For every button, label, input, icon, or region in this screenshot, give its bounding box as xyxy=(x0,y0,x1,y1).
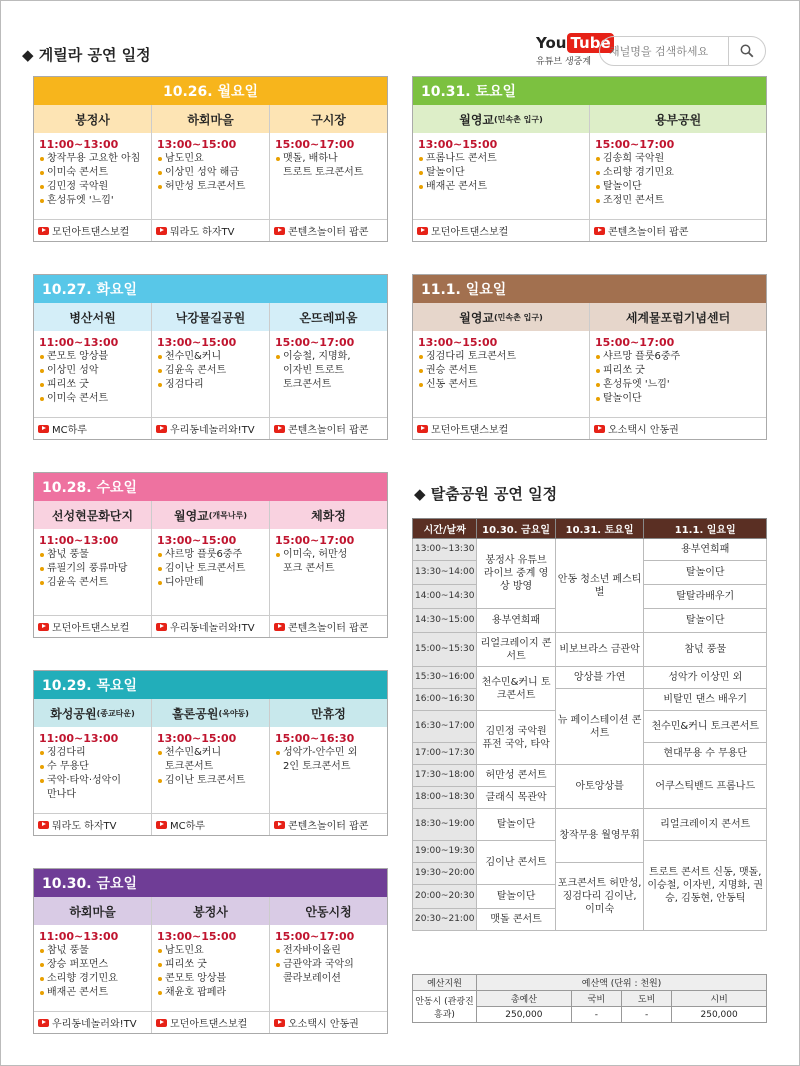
performer: 트로트 토크콘서트 xyxy=(283,167,364,178)
schedule-cell: 비탈민 댄스 배우기 xyxy=(644,689,767,711)
schedule-cell: 탈놀이단 xyxy=(644,561,767,585)
channel-link[interactable]: 모던아트댄스보컬 xyxy=(34,615,151,637)
schedule-cell: 뉴 페이스테이션 콘서트 xyxy=(555,689,644,765)
performer: 탈놀이단 xyxy=(595,392,761,406)
venue-column xyxy=(590,105,766,241)
performer: 성악가-안수민 외 xyxy=(275,746,382,760)
day-title: 10.29. 목요일 xyxy=(34,671,387,699)
performer: 피리쏘 굿 xyxy=(595,364,761,378)
performer: 콘모토 앙상블 xyxy=(157,972,264,986)
channel-link[interactable]: 모던아트댄스보컬 xyxy=(413,417,589,439)
column-header: 11.1. 일요일 xyxy=(644,519,767,539)
venue-time: 13:00~15:00 xyxy=(157,534,237,547)
time-slot: 14:30~15:00 xyxy=(413,609,477,633)
youtube-you: You xyxy=(536,34,567,52)
performer: 2인 토크콘서트 xyxy=(283,761,351,772)
channel-search xyxy=(599,36,766,66)
schedule-cell: 맷돌 콘서트 xyxy=(477,909,555,931)
performer: 흔성듀엣 '느낌' xyxy=(595,378,761,392)
time-slot: 16:30~17:00 xyxy=(413,711,477,743)
venue-name: 선성현문화단지 xyxy=(34,501,151,529)
performer: 참넋 풍물 xyxy=(39,944,146,958)
performer: 김윤옥 콘서트 xyxy=(39,576,146,590)
performer: 토크콘서트 xyxy=(165,761,214,772)
day-card-sat xyxy=(412,76,767,242)
youtube-play-icon xyxy=(156,425,167,433)
channel-link[interactable]: 콘텐츠놀이터 팝콘 xyxy=(270,219,387,241)
venue-column xyxy=(34,501,152,637)
performer: 김이난 토크콘서트 xyxy=(157,562,264,576)
performer: 징검다리 xyxy=(39,746,146,760)
venue-time: 15:00~17:00 xyxy=(595,336,675,349)
performer: 이미숙 콘서트 xyxy=(39,166,146,180)
venue-time: 13:00~15:00 xyxy=(157,930,237,943)
channel-link[interactable]: 오소택시 안동권 xyxy=(270,1011,387,1033)
venue-time: 13:00~15:00 xyxy=(157,732,237,745)
youtube-logo[interactable] xyxy=(536,33,611,67)
youtube-play-icon xyxy=(274,821,285,829)
venue-name: 온뜨레피움 xyxy=(270,303,387,331)
venue-name: 만휴정 xyxy=(270,699,387,727)
youtube-play-icon xyxy=(274,623,285,631)
venue-name: 체화정 xyxy=(270,501,387,529)
channel-link[interactable]: 콘텐츠놀이터 팝콘 xyxy=(270,615,387,637)
venue-column xyxy=(34,699,152,835)
day-title: 11.1. 일요일 xyxy=(413,275,766,303)
performer: 징검다리 xyxy=(157,378,264,392)
budget-value: 250,000 xyxy=(672,1007,767,1023)
performer: 이상민 성악 해금 xyxy=(157,166,264,180)
budget-value: - xyxy=(571,1007,621,1023)
performer: 배재곤 콘서트 xyxy=(39,986,146,1000)
venue-name: 월영교 (민속촌 입구) xyxy=(413,105,589,133)
performer: 탈놀이단 xyxy=(595,180,761,194)
performer: 배재곤 콘서트 xyxy=(418,180,584,194)
performer: 이자빈 트로트 xyxy=(283,365,345,376)
performer: 류필기의 풍류마당 xyxy=(39,562,146,576)
venue-column xyxy=(413,105,590,241)
performer: 샤르망 플룻6중주 xyxy=(157,548,264,562)
time-slot: 13:30~14:00 xyxy=(413,561,477,585)
venue-time: 15:00~17:00 xyxy=(275,930,355,943)
youtube-play-icon xyxy=(38,227,49,235)
search-icon xyxy=(740,44,754,58)
schedule-cell: 참넋 풍물 xyxy=(644,633,767,667)
schedule-cell: 천수민&커니 토크콘서트 xyxy=(644,711,767,743)
performer: 탈놀이단 xyxy=(418,166,584,180)
schedule-cell: 탈놀이단 xyxy=(644,609,767,633)
schedule-cell: 성악가 이상민 외 xyxy=(644,667,767,689)
performer: 소리향 경기민요 xyxy=(595,166,761,180)
venue-time: 11:00~13:00 xyxy=(39,534,119,547)
schedule-cell: 클래식 목관악 xyxy=(477,787,555,809)
performer: 피리쏘 굿 xyxy=(39,378,146,392)
venue-column xyxy=(270,699,387,835)
venue-column xyxy=(590,303,766,439)
time-slot: 19:00~19:30 xyxy=(413,841,477,863)
venue-column xyxy=(413,303,590,439)
schedule-cell: 어쿠스틱밴드 프롬나드 xyxy=(644,765,767,809)
venue-column xyxy=(270,303,387,439)
performer: 창작무용 고요한 아침 xyxy=(39,152,146,166)
budget-table xyxy=(412,974,767,1023)
venue-column xyxy=(152,303,270,439)
day-title: 10.30. 금요일 xyxy=(34,869,387,897)
performer: 맷돌, 배하나 xyxy=(275,152,382,166)
youtube-play-icon xyxy=(156,821,167,829)
youtube-play-icon xyxy=(594,425,605,433)
time-slot: 15:00~15:30 xyxy=(413,633,477,667)
venue-name: 낙강물길공원 xyxy=(152,303,269,331)
youtube-play-icon xyxy=(417,425,428,433)
performer: 포크 콘서트 xyxy=(283,563,335,574)
venue-name: 용부공원 xyxy=(590,105,766,133)
venue-column xyxy=(34,303,152,439)
channel-link[interactable]: 콘텐츠놀이터 팝콘 xyxy=(590,219,766,241)
youtube-play-icon xyxy=(274,227,285,235)
performer: 흔성듀엣 '느낌' xyxy=(39,194,146,208)
performer: 김송희 국악원 xyxy=(595,152,761,166)
performer: 김이난 토크콘서트 xyxy=(157,774,264,788)
venue-time: 15:00~17:00 xyxy=(275,138,355,151)
youtube-play-icon xyxy=(156,227,167,235)
performer: 김윤옥 콘서트 xyxy=(157,364,264,378)
youtube-play-icon xyxy=(417,227,428,235)
guerrilla-section-title: ◆ 게릴라 공연 일정 xyxy=(22,46,151,64)
venue-time: 15:00~17:00 xyxy=(275,534,355,547)
column-header: 10.30. 금요일 xyxy=(477,519,555,539)
performer: 조정민 콘서트 xyxy=(595,194,761,208)
venue-name: 하회마을 xyxy=(152,105,269,133)
performer: 천수민&커니 xyxy=(157,350,264,364)
day-card-thu xyxy=(33,670,388,836)
venue-time: 13:00~15:00 xyxy=(157,138,237,151)
time-slot: 16:00~16:30 xyxy=(413,689,477,711)
youtube-play-icon xyxy=(38,425,49,433)
time-slot: 18:30~19:00 xyxy=(413,809,477,841)
venue-name: 봉정사 xyxy=(34,105,151,133)
time-slot: 20:00~20:30 xyxy=(413,885,477,909)
schedule-cell: 포크콘서트 허만성, 징검다리 김이난, 이미숙 xyxy=(555,863,644,931)
youtube-play-icon xyxy=(38,1019,49,1027)
channel-link[interactable]: 모던아트댄스보컬 xyxy=(413,219,589,241)
performer: 콘모토 앙상블 xyxy=(39,350,146,364)
budget-unit: 예산액 (단위 : 천원) xyxy=(477,975,767,991)
budget-col: 국비 xyxy=(571,991,621,1007)
channel-link[interactable]: 콘텐츠놀이터 팝콘 xyxy=(270,813,387,835)
performer: 허만성 토크콘서트 xyxy=(157,180,264,194)
performer: 토크콘서트 xyxy=(283,379,332,390)
time-slot: 18:00~18:30 xyxy=(413,787,477,809)
performer: 소리향 경기민요 xyxy=(39,972,146,986)
day-title: 10.31. 토요일 xyxy=(413,77,766,105)
venue-name: 월영교 (개목나루) xyxy=(152,501,269,529)
schedule-cell: 천수민&커니 토크콘서트 xyxy=(477,667,555,711)
venue-column xyxy=(34,105,152,241)
schedule-cell: 봉정사 유튜브 라이브 중계 영상 방영 xyxy=(477,539,555,609)
channel-link[interactable]: MC하루 xyxy=(34,417,151,439)
performer: 수 무용단 xyxy=(39,760,146,774)
schedule-cell: 앙상블 가연 xyxy=(555,667,644,689)
venue-time: 11:00~13:00 xyxy=(39,336,119,349)
venue-name: 화성공원 (종교타운) xyxy=(34,699,151,727)
schedule-cell: 비보브라스 금관악 xyxy=(555,633,644,667)
time-slot: 14:00~14:30 xyxy=(413,585,477,609)
youtube-play-icon xyxy=(38,821,49,829)
youtube-play-icon xyxy=(274,1019,285,1027)
venue-time: 13:00~15:00 xyxy=(418,336,498,349)
performer: 국악·타악·성악이 xyxy=(39,774,146,788)
time-slot: 17:00~17:30 xyxy=(413,743,477,765)
schedule-cell: 현대무용 수 무용단 xyxy=(644,743,767,765)
time-slot: 13:00~13:30 xyxy=(413,539,477,561)
performer: 금관악과 국악의 xyxy=(275,958,382,972)
performer: 이미숙, 허만성 xyxy=(275,548,382,562)
budget-label: 예산지원 xyxy=(413,975,477,991)
day-card-tue xyxy=(33,274,388,440)
youtube-play-icon xyxy=(594,227,605,235)
schedule-cell: 허만성 콘서트 xyxy=(477,765,555,787)
performer: 이상민 성악 xyxy=(39,364,146,378)
venue-time: 15:00~16:30 xyxy=(275,732,355,745)
youtube-play-icon xyxy=(274,425,285,433)
performer: 천수민&커니 xyxy=(157,746,264,760)
channel-link[interactable]: 우리동네놀러와!TV xyxy=(152,417,269,439)
performer: 채윤호 팝페라 xyxy=(157,986,264,1000)
performer: 징검다리 토크콘서트 xyxy=(418,350,584,364)
mask-park-section-title: ◆ 탈춤공원 공연 일정 xyxy=(414,485,558,503)
day-card-fri xyxy=(33,868,388,1034)
performer: 피리쏘 굿 xyxy=(157,958,264,972)
schedule-cell: 탈놀이단 xyxy=(477,809,555,841)
budget-org: 안동시 (관광진흥과) xyxy=(413,991,477,1023)
channel-link[interactable]: 콘텐츠놀이터 팝콘 xyxy=(270,417,387,439)
venue-column xyxy=(152,501,270,637)
venue-column xyxy=(270,897,387,1033)
time-slot: 20:30~21:00 xyxy=(413,909,477,931)
channel-link[interactable]: 뭐라도 하자TV xyxy=(152,219,269,241)
search-button[interactable] xyxy=(728,37,764,65)
performer: 콜라보레이션 xyxy=(283,973,341,984)
schedule-cell: 용부연희패 xyxy=(477,609,555,633)
venue-name: 훌론공원 (옥야동) xyxy=(152,699,269,727)
performer: 장승 퍼포먼스 xyxy=(39,958,146,972)
day-card-sun xyxy=(412,274,767,440)
venue-name: 병산서원 xyxy=(34,303,151,331)
venue-column xyxy=(152,897,270,1033)
youtube-subtitle: 유튜브 생중계 xyxy=(536,57,592,67)
performer: 전자바이올린 xyxy=(275,944,382,958)
performer: 만나다 xyxy=(47,789,76,800)
performer: 샤르망 플룻6중주 xyxy=(595,350,761,364)
performer: 프롬나드 콘서트 xyxy=(418,152,584,166)
venue-time: 15:00~17:00 xyxy=(275,336,355,349)
schedule-cell: 용부연희패 xyxy=(644,539,767,561)
venue-name: 월영교 (민속촌 입구) xyxy=(413,303,589,331)
venue-time: 13:00~15:00 xyxy=(157,336,237,349)
performer: 신동 콘서트 xyxy=(418,378,584,392)
channel-link[interactable]: 모던아트댄스보컬 xyxy=(34,219,151,241)
schedule-cell: 리얼크레이지 콘서트 xyxy=(477,633,555,667)
schedule-cell: 창작무용 월영무휘 xyxy=(555,809,644,863)
youtube-play-icon xyxy=(156,1019,167,1027)
venue-time: 11:00~13:00 xyxy=(39,138,119,151)
schedule-cell: 탈놀이단 xyxy=(477,885,555,909)
day-card-wed xyxy=(33,472,388,638)
venue-name: 안동시청 xyxy=(270,897,387,925)
budget-value: - xyxy=(621,1007,671,1023)
search-input[interactable] xyxy=(600,45,728,58)
channel-link[interactable]: MC하루 xyxy=(152,813,269,835)
venue-time: 13:00~15:00 xyxy=(418,138,498,151)
schedule-cell: 트로트 콘서트 신동, 맷돌, 이승철, 이자빈, 지명화, 권승, 김동현, 안동틱 xyxy=(644,841,767,931)
schedule-cell: 안동 청소년 페스티벌 xyxy=(555,539,644,633)
youtube-tube: Tube xyxy=(567,33,613,53)
channel-link[interactable]: 모던아트댄스보컬 xyxy=(152,1011,269,1033)
time-slot: 17:30~18:00 xyxy=(413,765,477,787)
channel-link[interactable]: 우리동네놀러와!TV xyxy=(34,1011,151,1033)
schedule-cell: 김이난 콘서트 xyxy=(477,841,555,885)
day-title: 10.26. 월요일 xyxy=(34,77,387,105)
venue-time: 15:00~17:00 xyxy=(595,138,675,151)
day-title: 10.27. 화요일 xyxy=(34,275,387,303)
venue-time: 11:00~13:00 xyxy=(39,930,119,943)
budget-col: 시비 xyxy=(672,991,767,1007)
venue-column xyxy=(152,105,270,241)
venue-column xyxy=(270,105,387,241)
venue-name: 하회마을 xyxy=(34,897,151,925)
day-title: 10.28. 수요일 xyxy=(34,473,387,501)
channel-link[interactable]: 오소택시 안동권 xyxy=(590,417,766,439)
venue-time: 11:00~13:00 xyxy=(39,732,119,745)
column-header: 시간/날짜 xyxy=(413,519,477,539)
column-header: 10.31. 토요일 xyxy=(555,519,644,539)
venue-name: 세계물포럼기념센터 xyxy=(590,303,766,331)
performer: 김민정 국악원 xyxy=(39,180,146,194)
performer: 남도민요 xyxy=(157,152,264,166)
mask-park-schedule-table xyxy=(412,518,767,931)
schedule-cell: 아토앙상블 xyxy=(555,765,644,809)
day-card-mon xyxy=(33,76,388,242)
venue-column xyxy=(270,501,387,637)
performer: 참넋 풍물 xyxy=(39,548,146,562)
performer: 권승 콘서트 xyxy=(418,364,584,378)
performer: 남도민요 xyxy=(157,944,264,958)
performer: 이승철, 지명화, xyxy=(275,350,382,364)
youtube-play-icon xyxy=(38,623,49,631)
budget-col: 총예산 xyxy=(477,991,572,1007)
schedule-cell: 김민정 국악원 퓨전 국악, 타악 xyxy=(477,711,555,765)
venue-name: 봉정사 xyxy=(152,897,269,925)
channel-link[interactable]: 우리동네놀러와!TV xyxy=(152,615,269,637)
schedule-cell: 리얼크레이지 콘서트 xyxy=(644,809,767,841)
budget-value: 250,000 xyxy=(477,1007,572,1023)
venue-column xyxy=(34,897,152,1033)
youtube-play-icon xyxy=(156,623,167,631)
budget-col: 도비 xyxy=(621,991,671,1007)
time-slot: 19:30~20:00 xyxy=(413,863,477,885)
venue-column xyxy=(152,699,270,835)
performer: 이미숙 콘서트 xyxy=(39,392,146,406)
schedule-cell: 탈탈라배우기 xyxy=(644,585,767,609)
time-slot: 15:30~16:00 xyxy=(413,667,477,689)
performer: 디아만테 xyxy=(157,576,264,590)
channel-link[interactable]: 뭐라도 하자TV xyxy=(34,813,151,835)
venue-name: 구시장 xyxy=(270,105,387,133)
